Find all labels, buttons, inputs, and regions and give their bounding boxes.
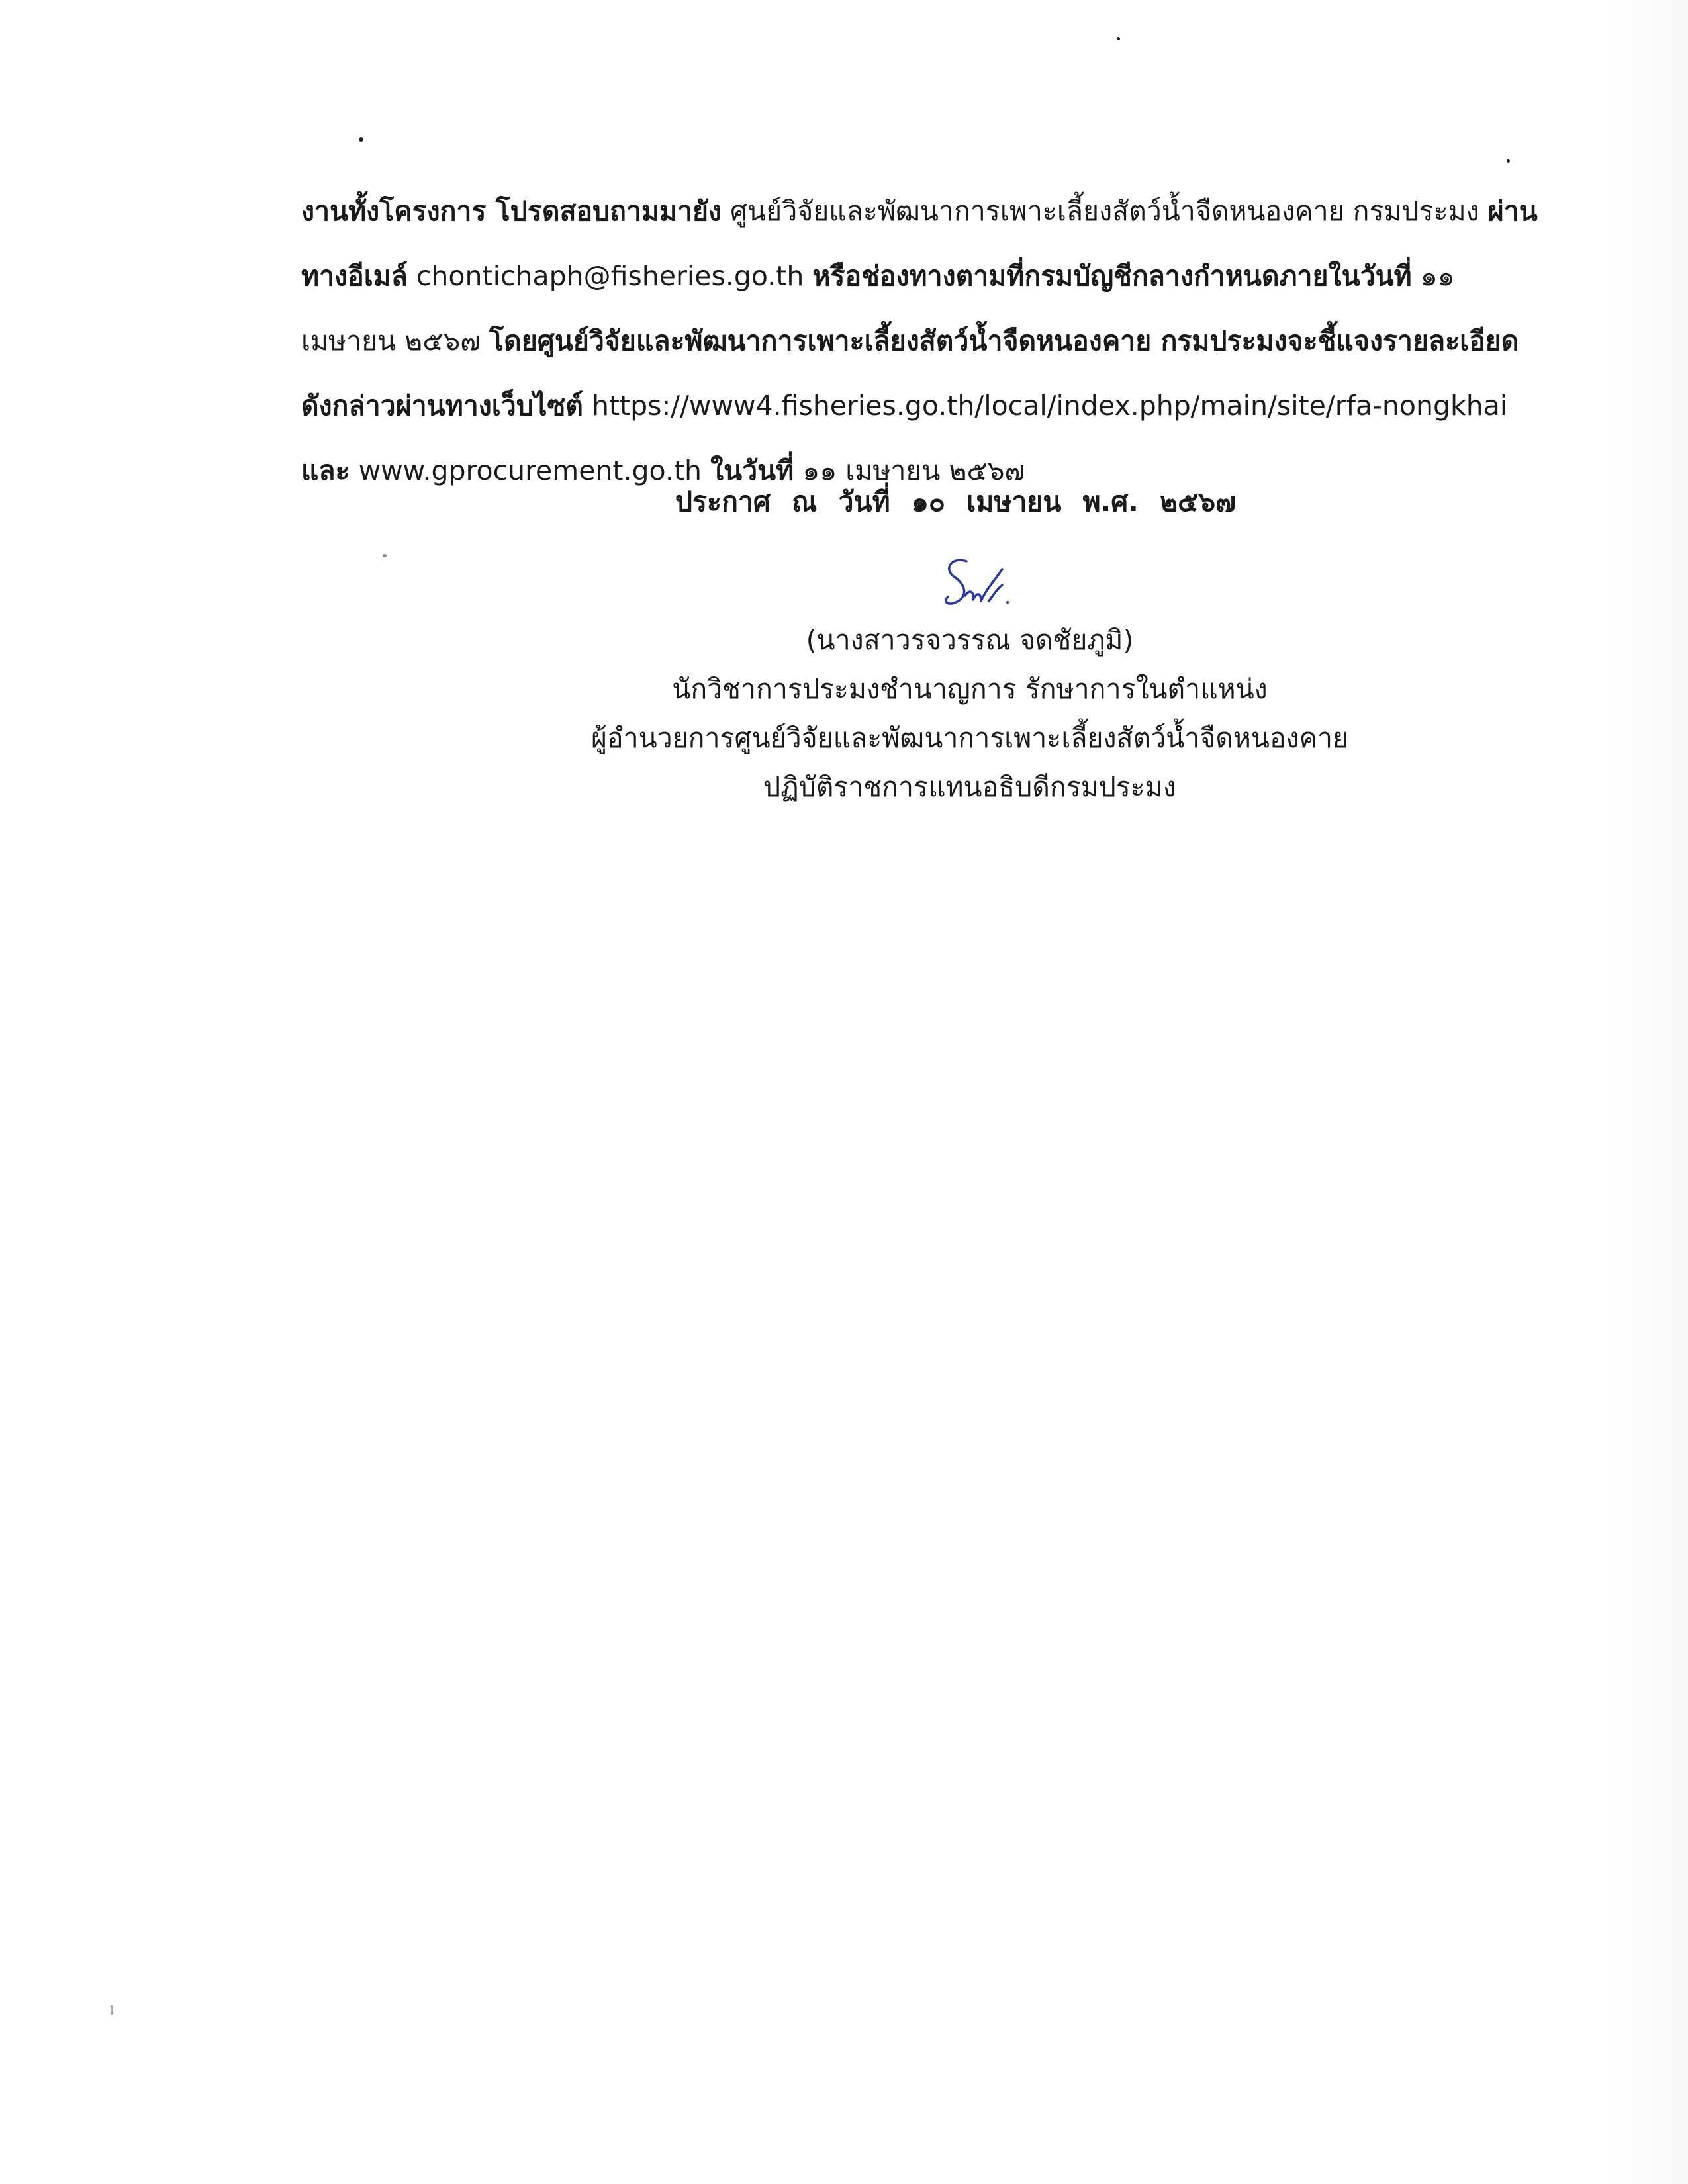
text-run: ๑๑ เมษายน ๒๕๖๗ [794,455,1025,486]
announcement-date: ๑๐ เมษายน พ.ศ. ๒๕๖๗ [890,486,1237,518]
scan-shadow [1609,0,1688,2184]
signatory-name: (นางสาวรจวรรณ จดชัยภูมิ) [806,624,1134,656]
website-url-text: www.gprocurement.go.th [350,455,711,486]
signatory-position: นักวิชาการประมงชำนาญการ รักษาการในตำแหน่ง [672,673,1268,705]
text-run: จะชี้แจงรายละเอียด [1287,325,1519,357]
announcement-date-line [675,482,1236,522]
text-run: และ [301,455,350,486]
text-run: ในวันที่ [710,455,794,486]
paragraph-line-2 [301,244,1455,308]
text-run: โดยศูนย์วิจัยและพัฒนาการเพาะเลี้ยงสัตว์น้ำจืดหนองคาย กรมประมง [489,325,1288,357]
website-url-text: https://www4.fisheries.go.th/local/index.php/main/site/rfa-nongkhai [583,390,1508,422]
signatory-title: ผู้อำนวยการศูนย์วิจัยและพัฒนาการเพาะเลี้ยงสัตว์น้ำจืดหนองคาย [590,722,1349,754]
scan-speck [1117,37,1120,40]
scan-speck [359,137,363,142]
paragraph-line-3 [301,308,1519,373]
text-run: เมษายน ๒๕๖๗ [301,325,490,357]
paragraph-line-4 [301,373,1508,438]
text-run: งานทั้งโครงการ โปรดสอบถามมายัง [301,195,722,227]
handwritten-signature [933,549,1033,622]
announcement-prefix: ประกาศ ณ วันที่ [675,486,890,518]
body-paragraph [301,179,1538,503]
scan-speck [111,2005,113,2015]
text-run: ศูนย์วิจัยและพัฒนาการเพาะเลี้ยงสัตว์น้ำจืดหนองคาย กรมประมง [722,195,1488,227]
text-run: ดังกล่าวผ่านทางเว็บไซต์ [301,390,583,422]
scan-speck [1507,159,1510,163]
paragraph-line-1 [301,179,1538,244]
signatory-acting-for: ปฏิบัติราชการแทนอธิบดีกรมประมง [763,771,1176,803]
scan-speck [383,554,387,557]
text-run: ทางอีเมล์ [301,260,408,292]
text-run: หรือช่องทางตามที่กรมบัญชีกลางกำหนดภายในวันที่ [812,260,1412,292]
text-run: ผ่าน [1487,195,1538,227]
email-text: chontichaph@fisheries.go.th [407,260,813,292]
text-run: ๑๑ [1411,260,1455,292]
signature-block [583,615,1357,811]
